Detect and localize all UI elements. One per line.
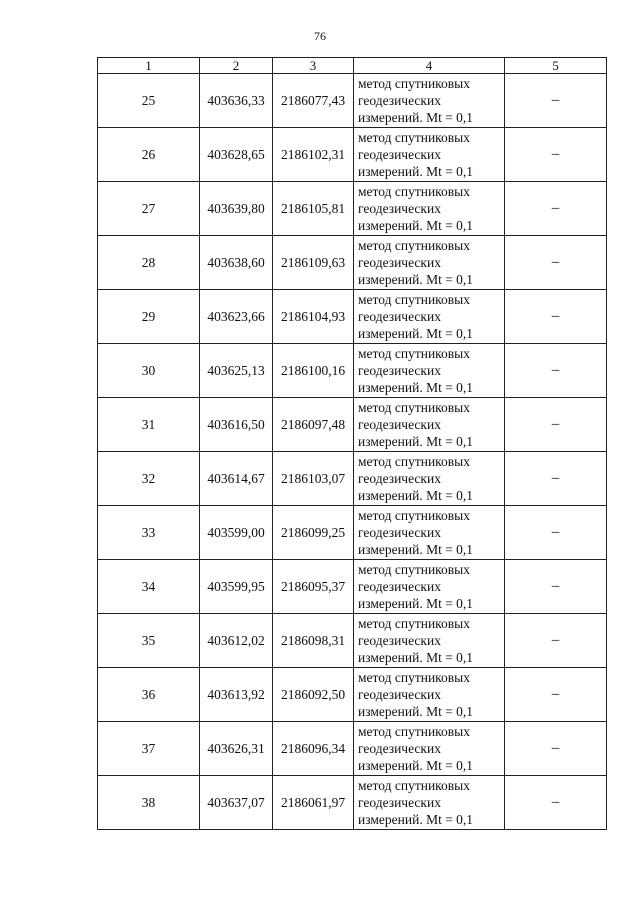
y-coordinate: 2186061,97 xyxy=(280,794,346,810)
y-coordinate-cell xyxy=(273,614,354,668)
column-5-cell xyxy=(505,398,607,452)
y-coordinate: 2186104,93 xyxy=(280,308,346,324)
y-coordinate-cell xyxy=(273,776,354,830)
column-5-cell xyxy=(505,614,607,668)
method-line-3: измерений. Mt = 0,1 xyxy=(358,218,474,233)
method-line-1: метод спутниковых xyxy=(358,184,470,199)
dash-value: – xyxy=(551,92,560,108)
dash-value: – xyxy=(551,146,560,162)
x-coordinate-cell xyxy=(200,74,273,128)
point-number: 25 xyxy=(141,92,156,108)
method-line-3: измерений. Mt = 0,1 xyxy=(358,812,474,827)
y-coordinate: 2186109,63 xyxy=(280,254,346,270)
method-line-2: геодезических xyxy=(358,147,441,162)
method-line-2: геодезических xyxy=(358,309,441,324)
point-number: 36 xyxy=(141,686,156,702)
point-number: 28 xyxy=(141,254,156,270)
y-coordinate-cell xyxy=(273,452,354,506)
point-number-cell xyxy=(98,236,200,290)
point-number: 38 xyxy=(141,794,156,810)
dash-value: – xyxy=(551,686,560,702)
coordinates-table xyxy=(97,57,607,830)
y-coordinate: 2186098,31 xyxy=(280,632,346,648)
method-line-3: измерений. Mt = 0,1 xyxy=(358,596,474,611)
table-row xyxy=(98,560,607,614)
x-coordinate: 403636,33 xyxy=(207,92,265,108)
dash-value: – xyxy=(551,470,560,486)
point-number-cell xyxy=(98,128,200,182)
table-row xyxy=(98,236,607,290)
y-coordinate: 2186092,50 xyxy=(280,686,346,702)
dash-value: – xyxy=(551,578,560,594)
method-cell xyxy=(354,182,505,236)
point-number-cell xyxy=(98,74,200,128)
method-line-2: геодезических xyxy=(358,795,441,810)
header-col-2: 2 xyxy=(200,58,273,74)
point-number: 37 xyxy=(141,740,156,756)
header-col-1: 1 xyxy=(98,58,200,74)
table-row xyxy=(98,722,607,776)
table-row xyxy=(98,344,607,398)
method-line-1: метод спутниковых xyxy=(358,508,470,523)
method-cell xyxy=(354,128,505,182)
header-col-3: 3 xyxy=(273,58,354,74)
column-5-cell xyxy=(505,182,607,236)
x-coordinate-cell xyxy=(200,506,273,560)
dash-value: – xyxy=(551,308,560,324)
dash-value: – xyxy=(551,632,560,648)
point-number-cell xyxy=(98,668,200,722)
method-line-2: геодезических xyxy=(358,579,441,594)
table-row xyxy=(98,182,607,236)
table-row xyxy=(98,614,607,668)
column-5-cell xyxy=(505,668,607,722)
dash-value: – xyxy=(551,740,560,756)
method-line-3: измерений. Mt = 0,1 xyxy=(358,704,474,719)
method-line-1: метод спутниковых xyxy=(358,130,470,145)
method-line-2: геодезических xyxy=(358,93,441,108)
column-5-cell xyxy=(505,236,607,290)
dash-value: – xyxy=(551,794,560,810)
point-number-cell xyxy=(98,452,200,506)
point-number-cell xyxy=(98,344,200,398)
y-coordinate: 2186102,31 xyxy=(280,146,346,162)
table-header-row xyxy=(98,58,607,74)
point-number-cell xyxy=(98,722,200,776)
method-line-3: измерений. Mt = 0,1 xyxy=(358,110,474,125)
x-coordinate: 403612,02 xyxy=(207,632,265,648)
point-number-cell xyxy=(98,614,200,668)
table-row xyxy=(98,506,607,560)
column-5-cell xyxy=(505,344,607,398)
point-number-cell xyxy=(98,398,200,452)
method-line-2: геодезических xyxy=(358,255,441,270)
y-coordinate: 2186103,07 xyxy=(280,470,346,486)
method-line-2: геодезических xyxy=(358,741,441,756)
y-coordinate: 2186097,48 xyxy=(280,416,346,432)
point-number: 35 xyxy=(141,632,156,648)
table-row xyxy=(98,668,607,722)
y-coordinate-cell xyxy=(273,182,354,236)
method-cell xyxy=(354,74,505,128)
header-col-5: 5 xyxy=(505,58,607,74)
method-line-2: геодезических xyxy=(358,471,441,486)
x-coordinate-cell xyxy=(200,398,273,452)
method-line-1: метод спутниковых xyxy=(358,562,470,577)
method-line-2: геодезических xyxy=(358,363,441,378)
y-coordinate-cell xyxy=(273,74,354,128)
column-5-cell xyxy=(505,776,607,830)
column-5-cell xyxy=(505,74,607,128)
method-cell xyxy=(354,290,505,344)
point-number-cell xyxy=(98,776,200,830)
table-row xyxy=(98,452,607,506)
x-coordinate-cell xyxy=(200,452,273,506)
method-line-1: метод спутниковых xyxy=(358,616,470,631)
y-coordinate-cell xyxy=(273,506,354,560)
method-line-1: метод спутниковых xyxy=(358,292,470,307)
point-number: 26 xyxy=(141,146,156,162)
method-cell xyxy=(354,236,505,290)
method-line-2: геодезических xyxy=(358,417,441,432)
method-line-1: метод спутниковых xyxy=(358,346,470,361)
method-line-1: метод спутниковых xyxy=(358,238,470,253)
method-line-3: измерений. Mt = 0,1 xyxy=(358,272,474,287)
table-body xyxy=(98,74,607,830)
x-coordinate: 403628,65 xyxy=(207,146,265,162)
dash-value: – xyxy=(551,200,560,216)
x-coordinate-cell xyxy=(200,236,273,290)
point-number: 32 xyxy=(141,470,156,486)
x-coordinate-cell xyxy=(200,668,273,722)
y-coordinate-cell xyxy=(273,290,354,344)
method-line-2: геодезических xyxy=(358,633,441,648)
x-coordinate: 403599,95 xyxy=(207,578,265,594)
column-5-cell xyxy=(505,560,607,614)
y-coordinate-cell xyxy=(273,560,354,614)
x-coordinate: 403639,80 xyxy=(207,200,265,216)
point-number: 31 xyxy=(141,416,156,432)
y-coordinate: 2186099,25 xyxy=(280,524,346,540)
y-coordinate: 2186095,37 xyxy=(280,578,346,594)
x-coordinate: 403637,07 xyxy=(207,794,265,810)
method-line-3: измерений. Mt = 0,1 xyxy=(358,758,474,773)
x-coordinate-cell xyxy=(200,182,273,236)
y-coordinate: 2186105,81 xyxy=(280,200,346,216)
method-line-1: метод спутниковых xyxy=(358,724,470,739)
column-5-cell xyxy=(505,722,607,776)
method-line-3: измерений. Mt = 0,1 xyxy=(358,488,474,503)
y-coordinate-cell xyxy=(273,236,354,290)
method-line-1: метод спутниковых xyxy=(358,778,470,793)
y-coordinate-cell xyxy=(273,344,354,398)
point-number-cell xyxy=(98,290,200,344)
method-line-3: измерений. Mt = 0,1 xyxy=(358,326,474,341)
x-coordinate-cell xyxy=(200,128,273,182)
method-line-3: измерений. Mt = 0,1 xyxy=(358,380,474,395)
x-coordinate: 403613,92 xyxy=(207,686,265,702)
y-coordinate-cell xyxy=(273,722,354,776)
x-coordinate-cell xyxy=(200,776,273,830)
method-cell xyxy=(354,776,505,830)
y-coordinate-cell xyxy=(273,398,354,452)
y-coordinate: 2186077,43 xyxy=(280,92,346,108)
dash-value: – xyxy=(551,362,560,378)
x-coordinate-cell xyxy=(200,560,273,614)
method-cell xyxy=(354,344,505,398)
method-line-2: геодезических xyxy=(358,687,441,702)
point-number: 27 xyxy=(141,200,156,216)
x-coordinate: 403623,66 xyxy=(207,308,265,324)
dash-value: – xyxy=(551,254,560,270)
method-cell xyxy=(354,398,505,452)
column-5-cell xyxy=(505,452,607,506)
x-coordinate: 403625,13 xyxy=(207,362,265,378)
table-row xyxy=(98,776,607,830)
y-coordinate: 2186096,34 xyxy=(280,740,346,756)
point-number-cell xyxy=(98,560,200,614)
x-coordinate-cell xyxy=(200,344,273,398)
table-row xyxy=(98,74,607,128)
x-coordinate-cell xyxy=(200,614,273,668)
y-coordinate: 2186100,16 xyxy=(280,362,346,378)
method-cell xyxy=(354,560,505,614)
method-line-1: метод спутниковых xyxy=(358,670,470,685)
column-5-cell xyxy=(505,290,607,344)
table-row xyxy=(98,290,607,344)
x-coordinate: 403616,50 xyxy=(207,416,265,432)
point-number-cell xyxy=(98,182,200,236)
method-line-2: геодезических xyxy=(358,525,441,540)
point-number: 29 xyxy=(141,308,156,324)
table-row xyxy=(98,128,607,182)
x-coordinate: 403614,67 xyxy=(207,470,265,486)
point-number: 33 xyxy=(141,524,156,540)
method-line-3: измерений. Mt = 0,1 xyxy=(358,164,474,179)
header-col-4: 4 xyxy=(354,58,505,74)
method-line-1: метод спутниковых xyxy=(358,454,470,469)
x-coordinate-cell xyxy=(200,722,273,776)
dash-value: – xyxy=(551,524,560,540)
point-number: 34 xyxy=(141,578,156,594)
point-number-cell xyxy=(98,506,200,560)
method-cell xyxy=(354,722,505,776)
method-cell xyxy=(354,452,505,506)
method-line-1: метод спутниковых xyxy=(358,76,470,91)
method-cell xyxy=(354,614,505,668)
method-line-3: измерений. Mt = 0,1 xyxy=(358,650,474,665)
column-5-cell xyxy=(505,128,607,182)
x-coordinate-cell xyxy=(200,290,273,344)
method-cell xyxy=(354,506,505,560)
table-row xyxy=(98,398,607,452)
method-line-3: измерений. Mt = 0,1 xyxy=(358,542,474,557)
dash-value: – xyxy=(551,416,560,432)
x-coordinate: 403599,00 xyxy=(207,524,265,540)
page-number: 76 xyxy=(314,29,326,43)
y-coordinate-cell xyxy=(273,128,354,182)
x-coordinate: 403638,60 xyxy=(207,254,265,270)
method-line-3: измерений. Mt = 0,1 xyxy=(358,434,474,449)
x-coordinate: 403626,31 xyxy=(207,740,265,756)
y-coordinate-cell xyxy=(273,668,354,722)
column-5-cell xyxy=(505,506,607,560)
method-cell xyxy=(354,668,505,722)
point-number: 30 xyxy=(141,362,156,378)
method-line-2: геодезических xyxy=(358,201,441,216)
method-line-1: метод спутниковых xyxy=(358,400,470,415)
